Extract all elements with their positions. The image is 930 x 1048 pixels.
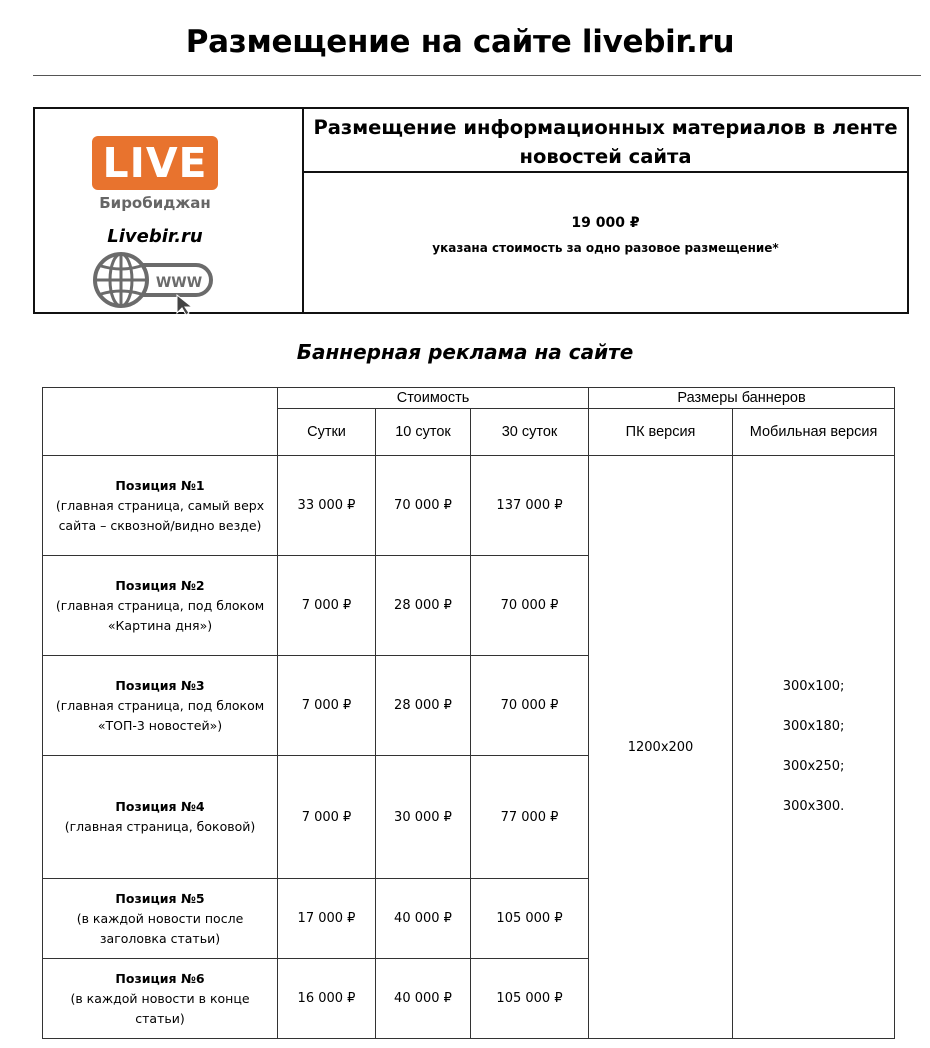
price-30-days: 70 000 ₽ [471,556,589,656]
price-10-days: 70 000 ₽ [376,456,471,556]
position-cell [43,959,278,1039]
mobile-size: 300x100; [782,679,845,694]
sizes-group-header: Размеры баннеров [589,388,895,409]
price-day: 7 000 ₽ [278,556,376,656]
logo-cell [35,109,304,312]
logo-city: Биробиджан [99,194,211,212]
price-10-days: 40 000 ₽ [376,879,471,959]
col-header-mobile: Мобильная версия [733,409,895,456]
page-title: Размещение на сайте livebir.ru [185,24,735,60]
price-day: 33 000 ₽ [278,456,376,556]
col-header-30-days: 30 суток [471,409,589,456]
price-30-days: 105 000 ₽ [471,959,589,1039]
price-30-days: 70 000 ₽ [471,656,589,756]
position-title: Позиция №2 [115,577,205,593]
pc-size-cell: 1200x200 [589,456,733,1039]
table-corner-cell [43,388,278,456]
position-cell [43,556,278,656]
col-header-pc: ПК версия [589,409,733,456]
mobile-size: 300x180; [782,719,845,734]
col-header-10-days: 10 суток [376,409,471,456]
banner-section-heading: Баннерная реклама на сайте [296,340,634,364]
price-10-days: 28 000 ₽ [376,556,471,656]
price-day: 17 000 ₽ [278,879,376,959]
price-10-days: 28 000 ₽ [376,656,471,756]
position-desc: (главная страница, под блоком «ТОП-3 новостей») [55,697,265,733]
position-title: Позиция №5 [115,890,205,906]
news-feed-price: 19 000 ₽ [571,215,640,231]
mobile-size: 300x250; [782,759,845,774]
site-name: Livebir.ru [107,226,203,247]
price-30-days: 137 000 ₽ [471,456,589,556]
price-30-days: 105 000 ₽ [471,879,589,959]
live-logo: LIVE [92,136,218,190]
price-30-days: 77 000 ₽ [471,756,589,879]
position-title: Позиция №3 [115,677,205,693]
position-cell [43,456,278,556]
position-desc: (в каждой новости в конце статьи) [70,990,250,1026]
info-block [33,107,909,314]
mobile-sizes-cell [733,456,895,1039]
news-feed-cell [304,109,907,312]
position-cell [43,879,278,959]
mobile-size: 300x300. [782,799,845,814]
position-desc: (в каждой новости после заголовка статьи) [76,910,244,946]
col-header-day: Сутки [278,409,376,456]
title-divider [33,75,921,76]
position-cell [43,756,278,879]
position-desc: (главная страница, под блоком «Картина дня») [55,597,265,633]
price-day: 16 000 ₽ [278,959,376,1039]
position-title: Позиция №1 [115,477,205,493]
price-day: 7 000 ₽ [278,756,376,879]
position-desc: (главная страница, самый верх сайта – сквозной/видно везде) [55,497,265,533]
banner-price-table [42,387,895,1039]
position-desc: (главная страница, боковой) [64,819,256,834]
news-feed-title: Размещение информационных материалов в ленте новостей сайта [304,109,907,173]
cost-group-header: Стоимость [278,388,589,409]
position-title: Позиция №6 [115,970,205,986]
globe-www-icon [93,251,218,315]
www-label: WWW [155,275,203,291]
table-row [43,456,895,556]
position-cell [43,656,278,756]
price-day: 7 000 ₽ [278,656,376,756]
position-title: Позиция №4 [115,799,205,814]
price-10-days: 40 000 ₽ [376,959,471,1039]
news-feed-note: указана стоимость за одно разовое размещение* [432,241,779,255]
price-10-days: 30 000 ₽ [376,756,471,879]
